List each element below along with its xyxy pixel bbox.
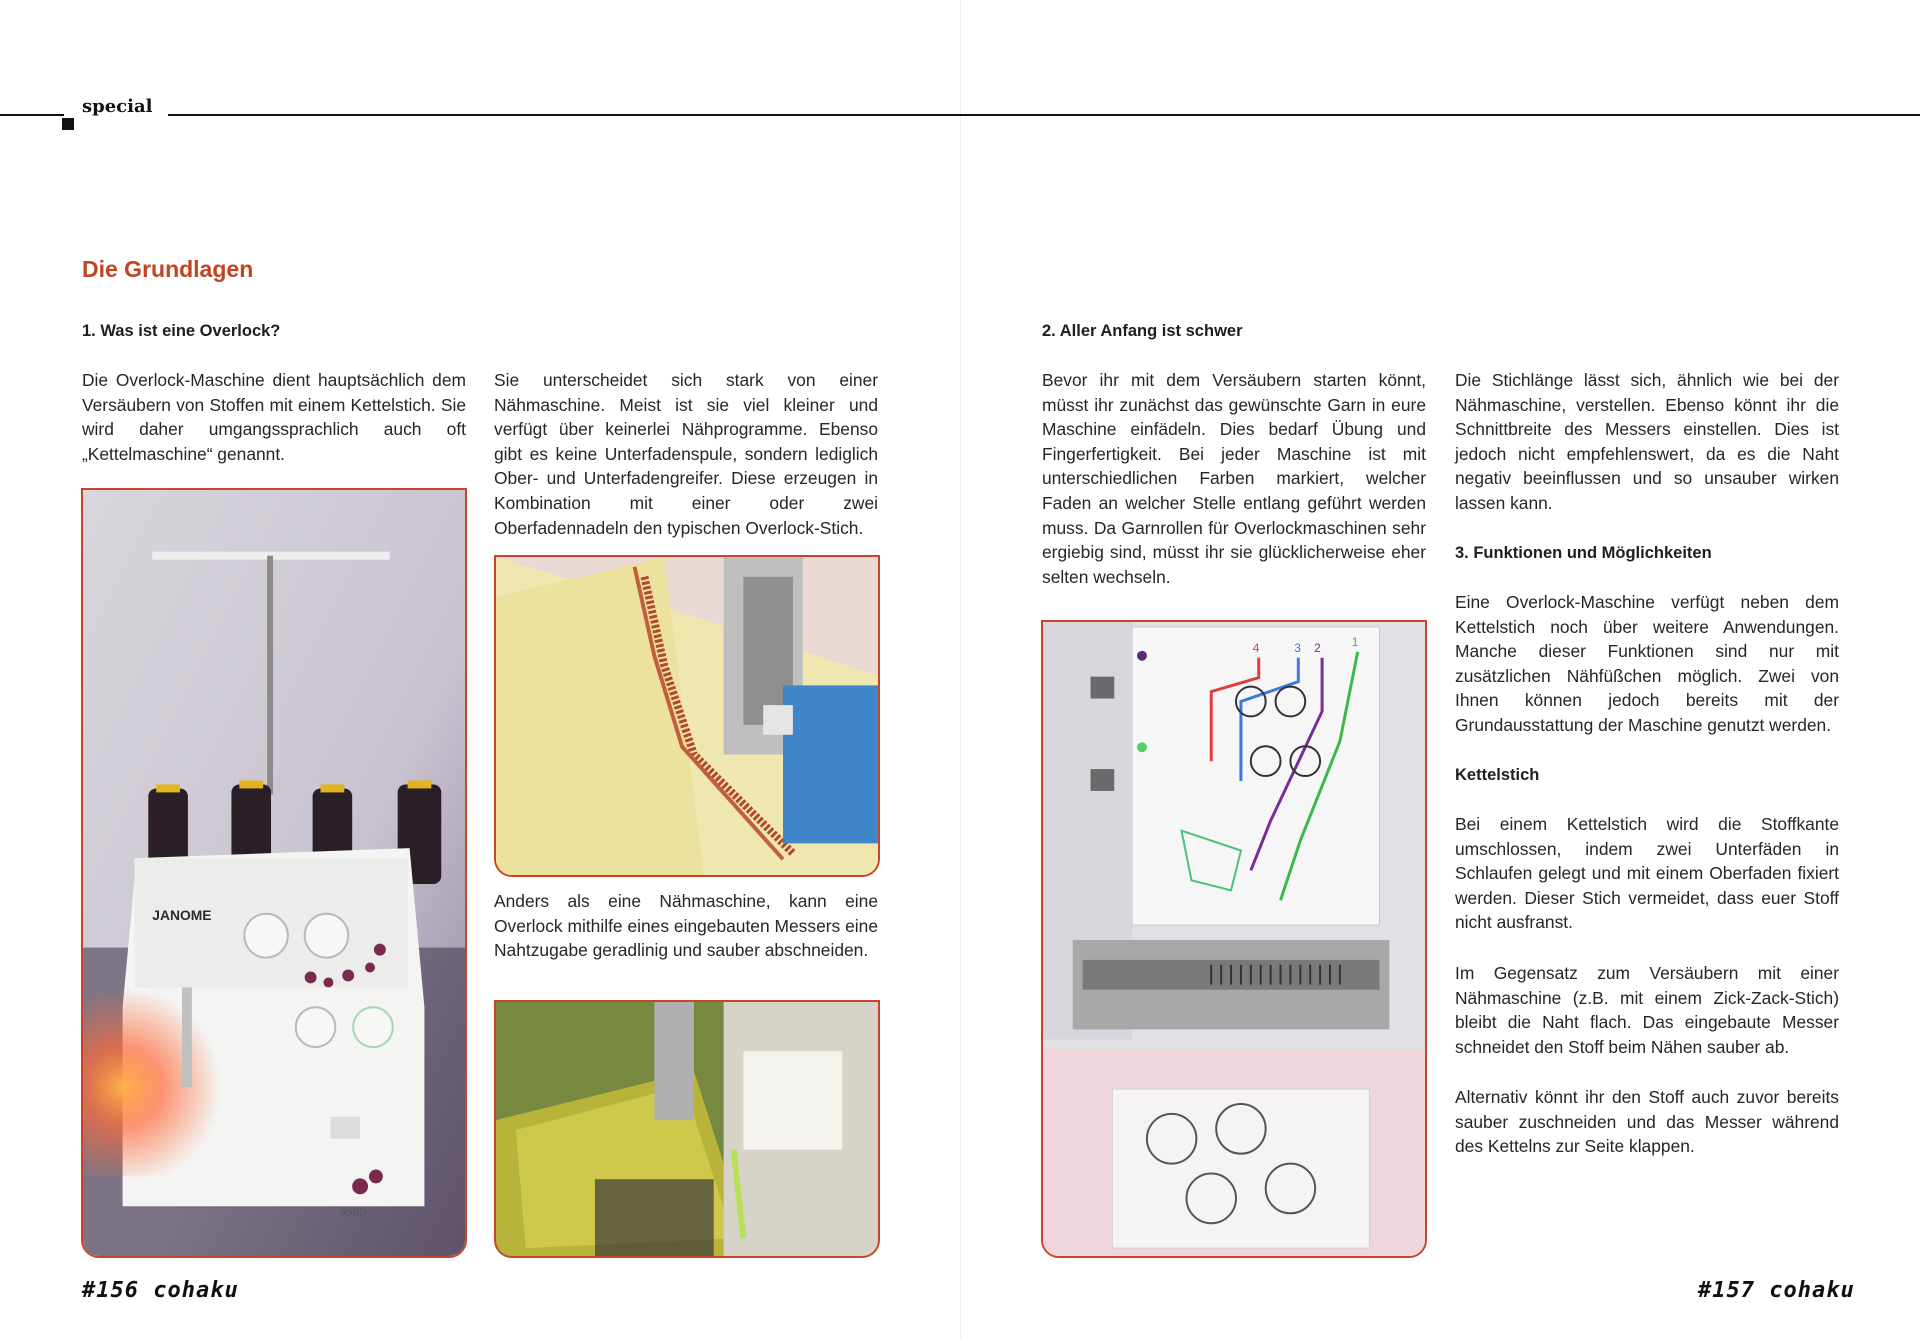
folio-left: #156 cohaku xyxy=(82,1278,239,1303)
spread-gutter xyxy=(960,0,961,1338)
diagram-number-1: 1 xyxy=(1351,634,1359,649)
left-col2-paragraph-1: Sie unterscheidet sich stark von einer Nähmaschine. Meist ist sie viel kleiner und verfügt über keinerlei Nähprogramme. Ebenso gibt es keine Unterfadenspule, sondern lediglich Ober- und Unterfadengreifer. Diese erzeugen in Kombination mit einer oder zwei Oberfadennadeln den typischen Overlock-Stich. xyxy=(494,370,878,538)
folio-right: #157 cohaku xyxy=(1698,1278,1855,1303)
right-col1-paragraph: Bevor ihr mit dem Versäubern starten könnt, müsst ihr zunächst das gewünschte Garn in eure Maschine einfädeln. Dies bedarf Übung und Fingerfertigkeit. Bei jeder Maschine ist mit unterschiedlichen Farben markiert, welcher Faden an welcher Stelle entlang geführt werden muss. Da Garnrollen für Overlockmaschinen sehr ergiebig sind, müsst ihr sie glücklicherweise eher selten wechseln. xyxy=(1042,370,1426,587)
header-marker xyxy=(62,118,74,130)
photo-threading-diagram xyxy=(1041,620,1427,1258)
header-rule xyxy=(168,114,1920,116)
left-col1-paragraph: Die Overlock-Maschine dient hauptsächlich dem Versäubern von Stoffen mit einem Kettelstich. Sie wird daher umgangssprachlich auch oft „Kettelmaschine“ genannt. xyxy=(82,370,466,464)
right-col2-paragraph-4: Im Gegensatz zum Versäubern mit einer Nähmaschine (z.B. mit einem Zick-Zack-Stich) bleibt die Naht flach. Das eingebaute Messer schneidet den Stoff beim Nähen sauber ab. xyxy=(1455,963,1839,1057)
section-label: special xyxy=(82,96,153,117)
left-col2-paragraph-2: Anders als eine Nähmaschine, kann eine Overlock mithilfe eines eingebauten Messers eine Nahtzugabe geradlinig und sauber abschneiden. xyxy=(494,891,878,961)
question-3-title: 3. Funktionen und Möglichkeiten xyxy=(1455,544,1712,562)
diagram-number-4: 4 xyxy=(1252,640,1260,655)
photo-overlock-seam xyxy=(494,555,880,877)
article-heading: Die Grundlagen xyxy=(82,256,254,282)
right-col2-paragraph-1: Die Stichlänge lässt sich, ähnlich wie bei der Nähmaschine, verstellen. Ebenso könnt ihr die Schnittbreite des Messers einstellen. Dies ist jedoch nicht empfehlenswert, da es die Naht negativ beeinflussen und so unsauber wirken lassen kann. xyxy=(1455,370,1839,513)
photo-overlock-machine xyxy=(81,488,467,1258)
diagram-number-2: 2 xyxy=(1314,640,1321,655)
right-col2-paragraph-5: Alternativ könnt ihr den Stoff auch zuvor bereits sauber zuschneiden und das Messer während des Kettelns zur Seite klappen. xyxy=(1455,1087,1839,1157)
machine-model-label: 990D xyxy=(340,1208,368,1220)
photo-overlock-knife xyxy=(494,1000,880,1258)
question-1-title: 1. Was ist eine Overlock? xyxy=(82,322,281,340)
question-2-title: 2. Aller Anfang ist schwer xyxy=(1042,322,1243,340)
right-col2-paragraph-3: Bei einem Kettelstich wird die Stoffkante umschlossen, indem zwei Unterfäden in Schlaufen gelegt und mit einem Oberfaden fixiert werden. Dieser Stich vermeidet, dass euer Stoff nicht ausfranst. xyxy=(1455,814,1839,933)
kettelstich-title: Kettelstich xyxy=(1455,766,1540,784)
machine-brand-label: JANOME xyxy=(152,906,212,923)
header-rule-left xyxy=(0,114,64,116)
diagram-number-3: 3 xyxy=(1294,640,1301,655)
right-col2-paragraph-2: Eine Overlock-Maschine verfügt neben dem Kettelstich noch über weitere Anwendungen. Manche dieser Funktionen sind nur mit zusätzlichen Nähfüßchen möglich. Zwei von Ihnen können jedoch bereits mit der Grundausstattung der Maschine genutzt werden. xyxy=(1455,592,1839,735)
